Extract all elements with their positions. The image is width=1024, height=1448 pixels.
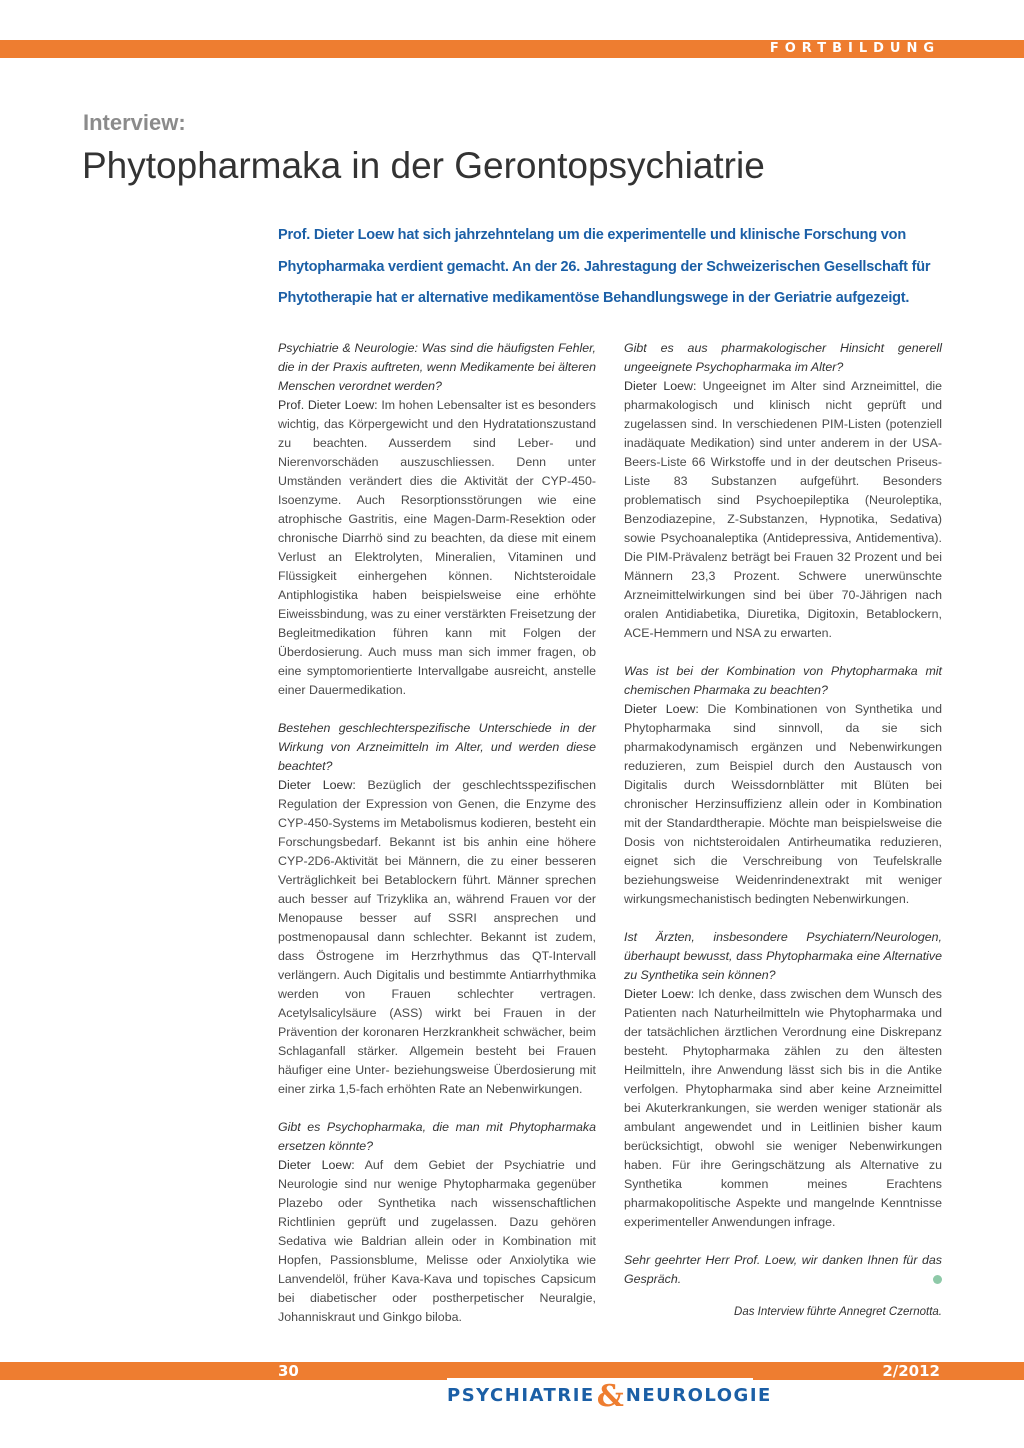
- interview-answer: [278, 396, 596, 700]
- interview-question: Gibt es aus pharmakologischer Hinsicht generell ungeeignete Psychopharmaka im Alter?: [624, 341, 942, 374]
- speaker-label: Prof. Dieter Loew:: [278, 398, 378, 412]
- text-column-right: [624, 339, 942, 1322]
- interview-question: Bestehen geschlechterspezifische Unterschiede in der Wirkung von Arzneimitteln im Alter, und werden diese beachtet?: [278, 721, 596, 773]
- issue-number: 2/2012: [882, 1362, 940, 1380]
- speaker-label: Dieter Loew:: [278, 778, 356, 792]
- closing-text: Sehr geehrter Herr Prof. Loew, wir danken Ihnen für das Gespräch.: [624, 1253, 942, 1286]
- speaker-label: Dieter Loew:: [624, 702, 699, 716]
- interview-question: Psychiatrie & Neurologie: Was sind die häufigsten Fehler, die in der Praxis auftreten, wenn Medikamente bei älteren Menschen verordnet werden?: [278, 341, 596, 393]
- lead-line: Phytopharmaka verdient gemacht. An der 26. Jahrestagung der Schweizerischen Gesellschaft für: [278, 258, 931, 275]
- logo-ampersand: &: [596, 1378, 624, 1414]
- interview-question: Gibt es Psychopharmaka, die man mit Phytopharmaka ersetzen könnte?: [278, 1120, 596, 1153]
- answer-text: Im hohen Lebensalter ist es besonders wichtig, das Körpergewicht und den Hydratationszustand zu beachten. Ausserdem sind Leber- und Nierenvorschäden auszuschliessen. Denn unter Umständen verändert dies die Aktivität der CYP-450-Isoenzyme. Auch Resorptionsstörungen wie eine atrophische Gastritis, eine Magen-Darm-Resektion oder chronische Diarrhö sind zu beachten, da diese mit einem Verlust an Elektrolyten, Mineralien, Vitaminen und Flüssigkeit einhergehen können. Nichtsteroidale Antiphlogistika haben beispielsweise eine erhöhte Eiweissbindung, was zu einer verstärkten Freisetzung der Begleitmedikation führen kann mit Folgen der Überdosierung. Auch muss man sich immer fragen, ob eine symptomorientierte Intervallgabe ausreicht, anstelle einer Dauermedikation.: [278, 398, 596, 697]
- article-lead: [278, 220, 942, 315]
- interview-answer: [624, 985, 942, 1232]
- answer-text: Ungeeignet im Alter sind Arzneimittel, die pharmakologisch und klinisch nicht geprüft und zugelassen sind. In verschiedenen PIM-Listen (potenziell inadäquate Medikation) sind unter anderem in der USA-Beers-Liste 66 Wirkstoffe und in der deutschen Priseus-Liste 83 Substanzen aufgeführt. Besonders problematisch sind Psychoepileptika (Neuroleptika, Benzodiazepine, Z-Substanzen, Hypnotika, Sedativa) sowie Psychoanaleptika (Antidepressiva, Antidementiva). Die PIM-Prävalenz beträgt bei Frauen 32 Prozent und bei Männern 23,3 Prozent. Schwere unerwünschte Arzneimittelwirkungen sind bei über 70-Jährigen nach oralen Antidiabetika, Diuretika, Digitoxin, Betablockern, ACE-Hemmern und NSA zu erwarten.: [624, 379, 942, 640]
- section-label: FORTBILDUNG: [769, 41, 940, 56]
- interview-answer: [624, 377, 942, 643]
- page-number: 30: [278, 1362, 299, 1380]
- speaker-label: Dieter Loew:: [624, 987, 695, 1001]
- text-column-left: [278, 339, 596, 1327]
- journal-logo: [447, 1378, 772, 1414]
- interview-question: Was ist bei der Kombination von Phytopharmaka mit chemischen Pharmaka zu beachten?: [624, 664, 942, 697]
- answer-text: Bezüglich der geschlechtsspezifischen Regulation der Expression von Genen, die Enzyme des CYP-450-Systems im Metabolismus kodieren, besteht ein Forschungsbedarf. Bekannt ist bis anhin eine höhere CYP-2D6-Aktivität bei Männern, die zu einer besseren Verträglichkeit bei Betablockern führt. Männer sprechen auch besser auf Trizyklika an, während Frauen vor der Menopause besser auf SSRI ansprechen und postmenopausal dann schlechter. Bekannt ist zudem, dass Östrogene im Herzrhythmus das QT-Intervall verlängern. Auch Digitalis und bestimmte Antiarrhythmika werden von Frauen schlechter vertragen. Acetylsalicylsäure (ASS) wirkt bei Frauen in der Prävention der koronaren Herzkrankheit schwächer, beim Schlaganfall stärker. Allgemein besteht bei Frauen häufiger eine Unter- beziehungsweise Überdosierung mit einer zirka 1,5-fach erhöhten Rate an Nebenwirkungen.: [278, 778, 597, 1096]
- interview-question: Ist Ärzten, insbesondere Psychiatern/Neurologen, überhaupt bewusst, dass Phytopharmaka eine Alternative zu Synthetika sein können?: [624, 930, 942, 982]
- answer-text: Ich denke, dass zwischen dem Wunsch des Patienten nach Naturheilmitteln wie Phytopharmaka und der tatsächlichen ärztlichen Verordnung eine Diskrepanz besteht. Phytopharmaka zählen zu den ältesten Heilmitteln, ihre Anwendung lässt sich bis in die Antike verfolgen. Phytopharmaka sind aber keine Arzneimittel bei Akuterkrankungen, sie werden weniger stationär als ambulant angewendet und in Leitlinien bisher kaum berücksichtigt, obwohl sie weniger Nebenwirkungen haben. Für ihre Geringschätzung als Alternative zu Synthetika kommen meines Erachtens pharmakopolitische Aspekte und mangelnde Kenntnisse experimenteller Anwendungen infrage.: [624, 987, 943, 1229]
- top-bar: [0, 40, 1024, 58]
- article-title: Phytopharmaka in der Gerontopsychiatrie: [82, 145, 765, 186]
- interview-answer: [278, 1156, 596, 1327]
- answer-text: Auf dem Gebiet der Psychiatrie und Neurologie sind nur wenige Phytopharmaka gegenüber Plazebo oder Synthetika nach wissenschaftlichen Richtlinien geprüft und zugelassen. Dazu gehören Sedativa wie Baldrian allein oder in Kombination mit Hopfen, Passionsblume, Melisse oder Anxiolytika wie Lanvendelöl, früher Kava-Kava und topisches Capsicum bei diabetischer oder postherpetischer Neuralgie, Johanniskraut und Ginkgo biloba.: [278, 1158, 597, 1324]
- logo-word-right: NEUROLOGIE: [625, 1385, 772, 1406]
- answer-text: Die Kombinationen von Synthetika und Phytopharmaka sind sinnvoll, da sie sich pharmakodynamisch ergänzen und Nebenwirkungen reduzieren, zum Beispiel durch den Austausch von Digitalis durch Weissdornblätter mit Blüten bei chronischer Herzinsuffizienz allein oder in Kombination mit der Standardtherapie. Möchte man beispielsweise die Dosis von nichtsteroidalen Antirheumatika reduzieren, eignet sich die Verschreibung von Teufelskralle beziehungsweise Weidenrindenextrakt mit weniger wirkungsmechanistisch bedingten Nebenwirkungen.: [624, 702, 942, 906]
- speaker-label: Dieter Loew:: [624, 379, 697, 393]
- lead-line: Prof. Dieter Loew hat sich jahrzehntelang um die experimentelle und klinische Forschung von: [278, 227, 906, 243]
- lead-line: Phytotherapie hat er alternative medikamentöse Behandlungswege in der Geriatrie aufgezeigt.: [278, 290, 910, 306]
- interview-answer: [624, 700, 942, 909]
- article-kicker: Interview:: [83, 110, 186, 135]
- end-mark-icon: [933, 1275, 942, 1284]
- closing-remark: [624, 1251, 942, 1289]
- speaker-label: Dieter Loew:: [278, 1158, 355, 1172]
- logo-word-left: PSYCHIATRIE: [447, 1385, 595, 1406]
- interview-answer: [278, 776, 596, 1099]
- interviewer-credit: Das Interview führte Annegret Czernotta.: [734, 1306, 942, 1318]
